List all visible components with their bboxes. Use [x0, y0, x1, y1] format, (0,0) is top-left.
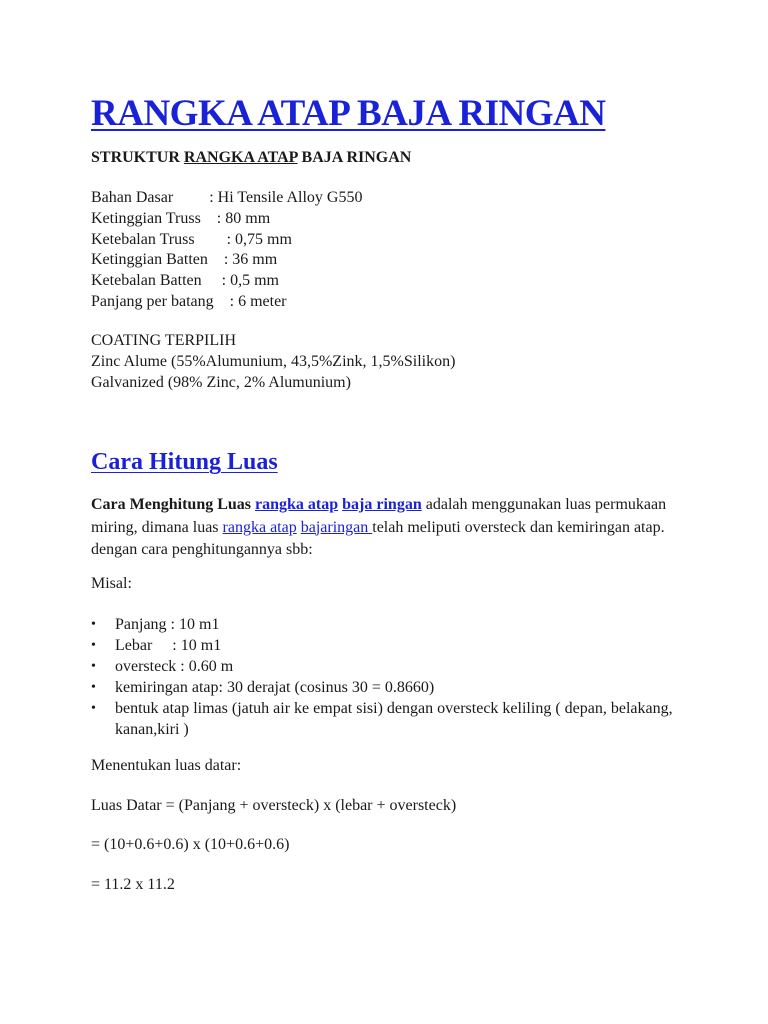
calc-formula: Luas Datar = (Panjang + oversteck) x (lebar + oversteck) — [91, 797, 457, 814]
calc-step: = (10+0.6+0.6) x (10+0.6+0.6) — [91, 836, 290, 853]
spec-row — [91, 230, 362, 251]
example-label: Misal: — [91, 575, 132, 592]
spec-list — [91, 188, 362, 313]
list-item-text: oversteck : 0.60 m — [115, 658, 234, 675]
bullet-icon: • — [91, 659, 96, 674]
list-item-text: bentuk atap limas (jatuh air ke empat sisi) dengan oversteck keliling ( depan, belakang, kanan,kiri ) — [115, 700, 673, 738]
spec-row — [91, 292, 362, 313]
coating-block — [91, 331, 455, 393]
bullet-icon: • — [91, 680, 96, 695]
spec-row — [91, 188, 362, 209]
intro-lead: Cara Menghitung Luas — [91, 496, 252, 513]
spec-row — [91, 250, 362, 271]
calc-result: = 11.2 x 11.2 — [91, 876, 175, 893]
list-item — [91, 656, 711, 677]
spec-value: : 0,5 mm — [221, 272, 279, 290]
list-item — [91, 698, 711, 740]
intro-text-end: telah meliputi oversteck dan kemiringan atap. dengan cara penghitungannya sbb: — [91, 518, 665, 558]
subtitle-underlined: RANGKA ATAP — [183, 149, 298, 166]
spec-value: : 36 mm — [223, 251, 278, 269]
link-rangka-atap-2[interactable]: rangka atap — [222, 518, 297, 536]
coating-line: Galvanized (98% Zinc, 2% Alumunium) — [91, 373, 351, 391]
list-item-text: Lebar : 10 m1 — [115, 637, 222, 654]
spec-row — [91, 271, 362, 292]
calc-heading: Menentukan luas datar: — [91, 757, 242, 774]
spec-label: Ketinggian Batten — [91, 251, 224, 269]
link-rangka-atap[interactable]: rangka atap — [255, 496, 339, 513]
list-item — [91, 614, 711, 635]
bullet-icon: • — [91, 617, 96, 632]
list-item — [91, 635, 711, 656]
structure-subtitle — [91, 149, 411, 167]
spec-label: Ketinggian Truss — [91, 209, 217, 227]
spec-value: : Hi Tensile Alloy G550 — [209, 189, 363, 206]
subtitle-prefix: STRUKTUR — [91, 149, 184, 166]
coating-heading: COATING TERPILIH — [91, 332, 237, 349]
list-item — [91, 677, 711, 698]
coating-line: Zinc Alume (55%Alumunium, 43,5%Zink, 1,5%Silikon) — [91, 352, 456, 370]
intro-paragraph — [91, 494, 691, 562]
list-item-text: Panjang : 10 m1 — [115, 616, 220, 633]
spec-row — [91, 209, 362, 230]
spec-value: : 80 mm — [216, 209, 271, 227]
spec-value: : 6 meter — [229, 292, 287, 310]
page-title[interactable]: RANGKA ATAP BAJA RINGAN — [91, 93, 606, 134]
spec-label: Ketebalan Truss — [91, 230, 227, 248]
parameter-list — [91, 614, 711, 740]
link-bajaringan[interactable]: bajaringan — [300, 518, 373, 536]
spec-label: Bahan Dasar — [91, 189, 210, 206]
section-title[interactable]: Cara Hitung Luas — [91, 449, 278, 475]
bullet-icon: • — [91, 701, 96, 716]
list-item-text: kemiringan atap: 30 derajat (cosinus 30 = 0.8660) — [115, 679, 435, 696]
subtitle-suffix: BAJA RINGAN — [297, 149, 412, 166]
spec-label: Panjang per batang — [91, 292, 230, 310]
spec-value: : 0,75 mm — [226, 230, 292, 248]
spec-label: Ketebalan Batten — [91, 272, 222, 290]
link-baja-ringan[interactable]: baja ringan — [342, 496, 422, 513]
bullet-icon: • — [91, 638, 96, 653]
intro-text: adalah menggunakan luas permukaan miring, dimana luas — [91, 496, 667, 536]
